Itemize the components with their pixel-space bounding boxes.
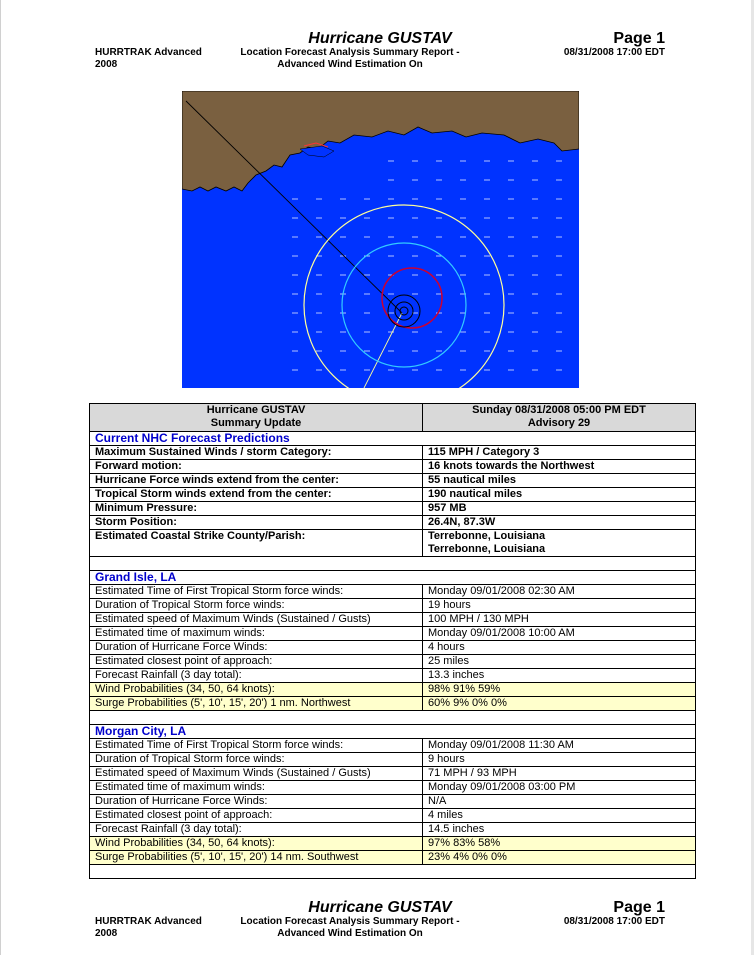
location-value: 4 hours xyxy=(423,641,696,655)
summary-date: Sunday 08/31/2008 05:00 PM EDT xyxy=(472,404,646,416)
location-value: Monday 09/01/2008 02:30 AM xyxy=(423,585,696,599)
nhc-label: Storm Position: xyxy=(90,516,423,530)
location-value: N/A xyxy=(423,795,696,809)
app-name-line2: 2008 xyxy=(95,59,118,70)
strike-row xyxy=(90,530,696,557)
report-timestamp-footer: 08/31/2008 17:00 EDT xyxy=(563,916,665,927)
location-label: Estimated Time of First Tropical Storm force winds: xyxy=(90,739,423,753)
report-subtitle-footer xyxy=(225,916,475,940)
spacer-row xyxy=(90,711,696,725)
location-row xyxy=(90,781,696,795)
location-label: Estimated speed of Maximum Winds (Sustained / Gusts) xyxy=(90,767,423,781)
location-row xyxy=(90,655,696,669)
app-name xyxy=(95,47,235,71)
surge-probability-row xyxy=(90,697,696,711)
location-row xyxy=(90,669,696,683)
location-value: 4 miles xyxy=(423,809,696,823)
page-header-bottom xyxy=(95,899,665,943)
location-label: Duration of Hurricane Force Winds: xyxy=(90,641,423,655)
location-label: Estimated time of maximum winds: xyxy=(90,781,423,795)
location-value: 100 MPH / 130 MPH xyxy=(423,613,696,627)
wind-probability-row xyxy=(90,837,696,851)
nhc-row xyxy=(90,460,696,474)
storm-map xyxy=(182,91,579,388)
surge-probability-label: Surge Probabilities (5', 10', 15', 20') 1 nm. Northwest xyxy=(90,697,423,711)
nhc-row xyxy=(90,488,696,502)
strike-value-2: Terrebonne, Louisiana xyxy=(428,543,546,555)
nhc-label: Hurricane Force winds extend from the center: xyxy=(90,474,423,488)
page-header-top xyxy=(95,30,665,74)
nhc-row xyxy=(90,446,696,460)
nhc-label: Forward motion: xyxy=(90,460,423,474)
nhc-section-heading: Current NHC Forecast Predictions xyxy=(90,432,696,446)
report-timestamp: 08/31/2008 17:00 EDT xyxy=(563,47,665,58)
report-subtitle-line2: Advanced Wind Estimation On xyxy=(277,59,423,70)
strike-value-1: Terrebonne, Louisiana xyxy=(428,530,546,542)
nhc-value: 115 MPH / Category 3 xyxy=(423,446,696,460)
wind-probability-value: 98% 91% 59% xyxy=(423,683,696,697)
nhc-value: 957 MB xyxy=(423,502,696,516)
app-name-footer xyxy=(95,916,235,940)
location-name: Grand Isle, LA xyxy=(90,571,696,585)
summary-header-left xyxy=(90,404,423,432)
location-value: 13.3 inches xyxy=(423,669,696,683)
summary-table xyxy=(89,403,696,879)
location-value: 71 MPH / 93 MPH xyxy=(423,767,696,781)
location-label: Estimated closest point of approach: xyxy=(90,809,423,823)
spacer-row xyxy=(90,557,696,571)
nhc-row xyxy=(90,516,696,530)
wind-probability-value: 97% 83% 58% xyxy=(423,837,696,851)
page-number: Page 1 xyxy=(613,30,665,47)
summary-header-right xyxy=(423,404,696,432)
nhc-value: 16 knots towards the Northwest xyxy=(423,460,696,474)
report-subtitle-footer-line2: Advanced Wind Estimation On xyxy=(277,928,423,939)
report-title-footer: Hurricane GUSTAV xyxy=(308,899,452,916)
surge-probability-label: Surge Probabilities (5', 10', 15', 20') 14 nm. Southwest xyxy=(90,851,423,865)
nhc-label: Minimum Pressure: xyxy=(90,502,423,516)
location-label: Duration of Tropical Storm force winds: xyxy=(90,599,423,613)
wind-probability-label: Wind Probabilities (34, 50, 64 knots): xyxy=(90,683,423,697)
nhc-label: Maximum Sustained Winds / storm Category: xyxy=(90,446,423,460)
wind-probability-label: Wind Probabilities (34, 50, 64 knots): xyxy=(90,837,423,851)
summary-header-row xyxy=(90,404,696,432)
location-name: Morgan City, LA xyxy=(90,725,696,739)
location-row xyxy=(90,739,696,753)
location-row xyxy=(90,753,696,767)
location-row xyxy=(90,641,696,655)
location-label: Estimated closest point of approach: xyxy=(90,655,423,669)
report-subtitle-line1: Location Forecast Analysis Summary Report - xyxy=(240,47,460,58)
location-value: Monday 09/01/2008 11:30 AM xyxy=(423,739,696,753)
location-value: 9 hours xyxy=(423,753,696,767)
nhc-value: 55 nautical miles xyxy=(423,474,696,488)
location-label: Forecast Rainfall (3 day total): xyxy=(90,669,423,683)
spacer-cell xyxy=(90,557,696,571)
location-row xyxy=(90,767,696,781)
strike-value xyxy=(423,530,696,557)
location-value: 14.5 inches xyxy=(423,823,696,837)
strike-label: Estimated Coastal Strike County/Parish: xyxy=(90,530,423,557)
summary-storm-name: Hurricane GUSTAV xyxy=(206,404,306,416)
spacer-cell xyxy=(90,865,696,879)
location-value: Monday 09/01/2008 03:00 PM xyxy=(423,781,696,795)
location-row xyxy=(90,795,696,809)
report-subtitle-footer-line1: Location Forecast Analysis Summary Report - xyxy=(240,916,460,927)
report-title: Hurricane GUSTAV xyxy=(308,30,452,47)
wind-probability-row xyxy=(90,683,696,697)
location-label: Estimated Time of First Tropical Storm force winds: xyxy=(90,585,423,599)
surge-probability-value: 60% 9% 0% 0% xyxy=(423,697,696,711)
nhc-row xyxy=(90,502,696,516)
app-name-footer-line2: 2008 xyxy=(95,928,118,939)
location-value: 19 hours xyxy=(423,599,696,613)
summary-advisory: Advisory 29 xyxy=(527,417,591,429)
nhc-value: 190 nautical miles xyxy=(423,488,696,502)
location-value: Monday 09/01/2008 10:00 AM xyxy=(423,627,696,641)
location-label: Duration of Tropical Storm force winds: xyxy=(90,753,423,767)
page-left-edge xyxy=(0,0,1,955)
location-heading-row xyxy=(90,571,696,585)
surge-probability-value: 23% 4% 0% 0% xyxy=(423,851,696,865)
spacer-row xyxy=(90,865,696,879)
nhc-row xyxy=(90,474,696,488)
location-row xyxy=(90,823,696,837)
report-subtitle xyxy=(225,47,475,71)
location-row xyxy=(90,599,696,613)
location-row xyxy=(90,809,696,823)
nhc-section-row xyxy=(90,432,696,446)
location-row xyxy=(90,585,696,599)
location-row xyxy=(90,613,696,627)
surge-probability-row xyxy=(90,851,696,865)
location-label: Duration of Hurricane Force Winds: xyxy=(90,795,423,809)
location-label: Forecast Rainfall (3 day total): xyxy=(90,823,423,837)
app-name-footer-line1: HURRTRAK Advanced xyxy=(95,916,202,927)
spacer-cell xyxy=(90,711,696,725)
location-value: 25 miles xyxy=(423,655,696,669)
location-label: Estimated speed of Maximum Winds (Sustained / Gusts) xyxy=(90,613,423,627)
location-heading-row xyxy=(90,725,696,739)
app-name-line1: HURRTRAK Advanced xyxy=(95,47,202,58)
page-number-footer: Page 1 xyxy=(613,899,665,916)
summary-subtitle: Summary Update xyxy=(210,417,302,429)
location-label: Estimated time of maximum winds: xyxy=(90,627,423,641)
nhc-value: 26.4N, 87.3W xyxy=(423,516,696,530)
location-row xyxy=(90,627,696,641)
nhc-label: Tropical Storm winds extend from the center: xyxy=(90,488,423,502)
